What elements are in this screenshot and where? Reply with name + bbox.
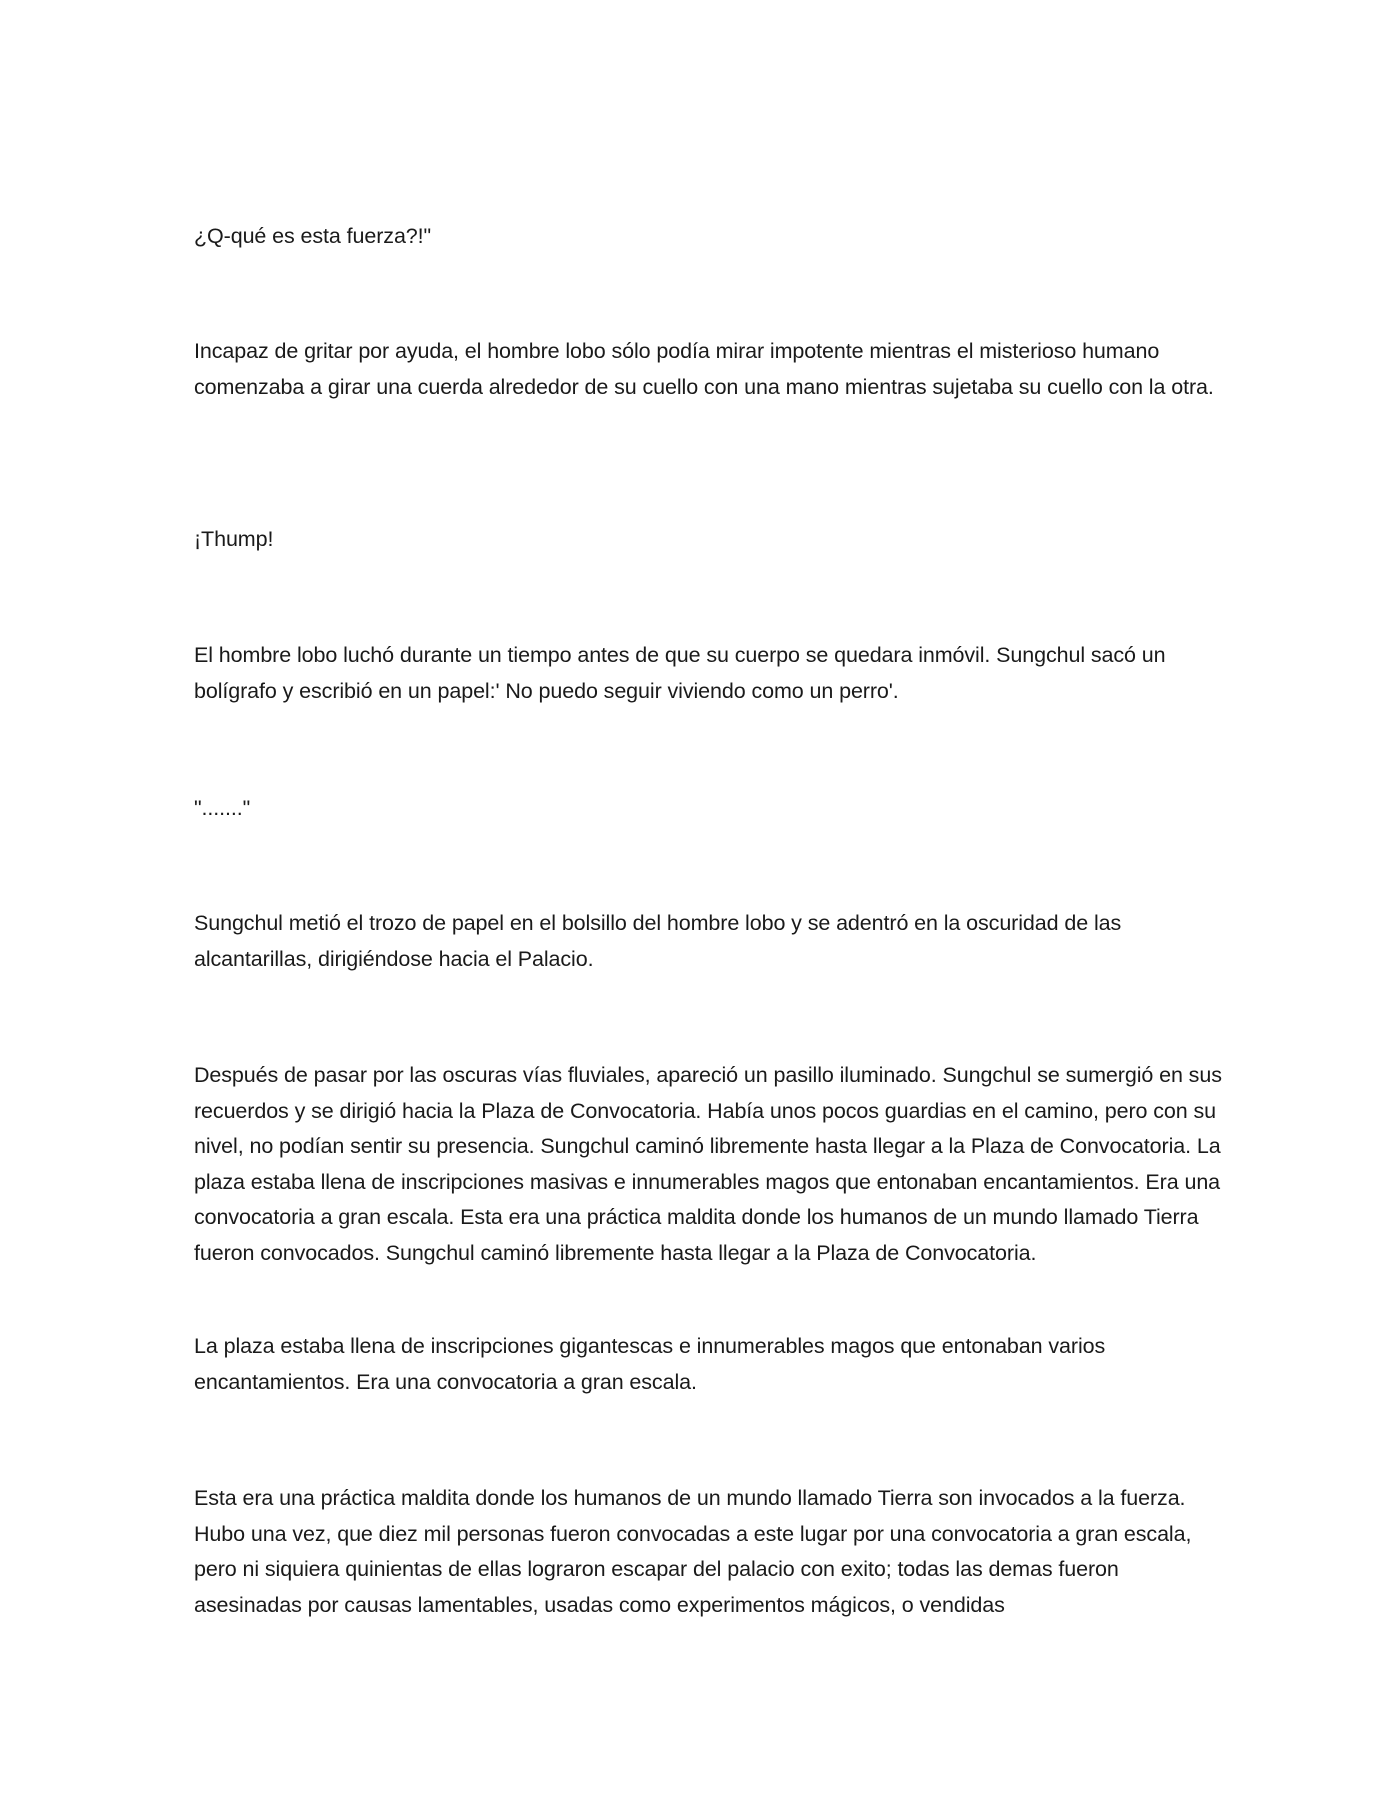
paragraph-thump: ¡Thump! — [194, 527, 274, 551]
paragraph-werewolf-helpless: Incapaz de gritar por ayuda, el hombre lobo sólo podía mirar impotente mientras el misterioso humano comenzaba a girar una cuerda alrededor de su cuello con una mano mientras sujetaba su cuello con la otra. — [194, 339, 1214, 399]
paragraph-summoning-square: Después de pasar por las oscuras vías fluviales, apareció un pasillo iluminado. Sungchul se sumergió en sus recuerdos y se dirigió hacia la Plaza de Convocatoria. Había unos pocos guardias en el camino, pero con su nivel, no podían sentir su presencia. Sungchul caminó libremente hasta llegar a la Plaza de Convocatoria. La plaza estaba llena de inscripciones masivas e innumerables magos que entonaban encantamientos. Era una convocatoria a gran escala. Esta era una práctica maldita donde los humanos de un mundo llamado Tierra fueron convocados. Sungchul caminó libremente hasta llegar a la Plaza de Convocatoria. — [194, 1063, 1222, 1265]
paragraph-exclamation: ¿Q-qué es esta fuerza?!" — [194, 224, 432, 248]
paragraph-werewolf-struggle: El hombre lobo luchó durante un tiempo antes de que su cuerpo se quedara inmóvil. Sungchul sacó un bolígrafo y escribió en un papel:' No puedo seguir viviendo como un perro'. — [194, 643, 1166, 703]
paragraph-sewers: Sungchul metió el trozo de papel en el bolsillo del hombre lobo y se adentró en la oscuridad de las alcantarillas, dirigiéndose hacia el Palacio. — [194, 911, 1122, 971]
paragraph-ellipsis: "......." — [194, 796, 251, 820]
paragraph-cursed-practice: Esta era una práctica maldita donde los humanos de un mundo llamado Tierra son invocados a la fuerza. Hubo una vez, que diez mil personas fueron convocadas a este lugar por una convocatoria a gran escala, pero ni siquiera quinientas de ellas lograron escapar del palacio con exito; todas las demas fueron asesinadas por causas lamentables, usadas como experimentos mágicos, o vendidas — [194, 1486, 1192, 1617]
paragraph-inscriptions: La plaza estaba llena de inscripciones gigantescas e innumerables magos que entonaban varios encantamientos. Era una convocatoria a gran escala. — [194, 1334, 1106, 1394]
